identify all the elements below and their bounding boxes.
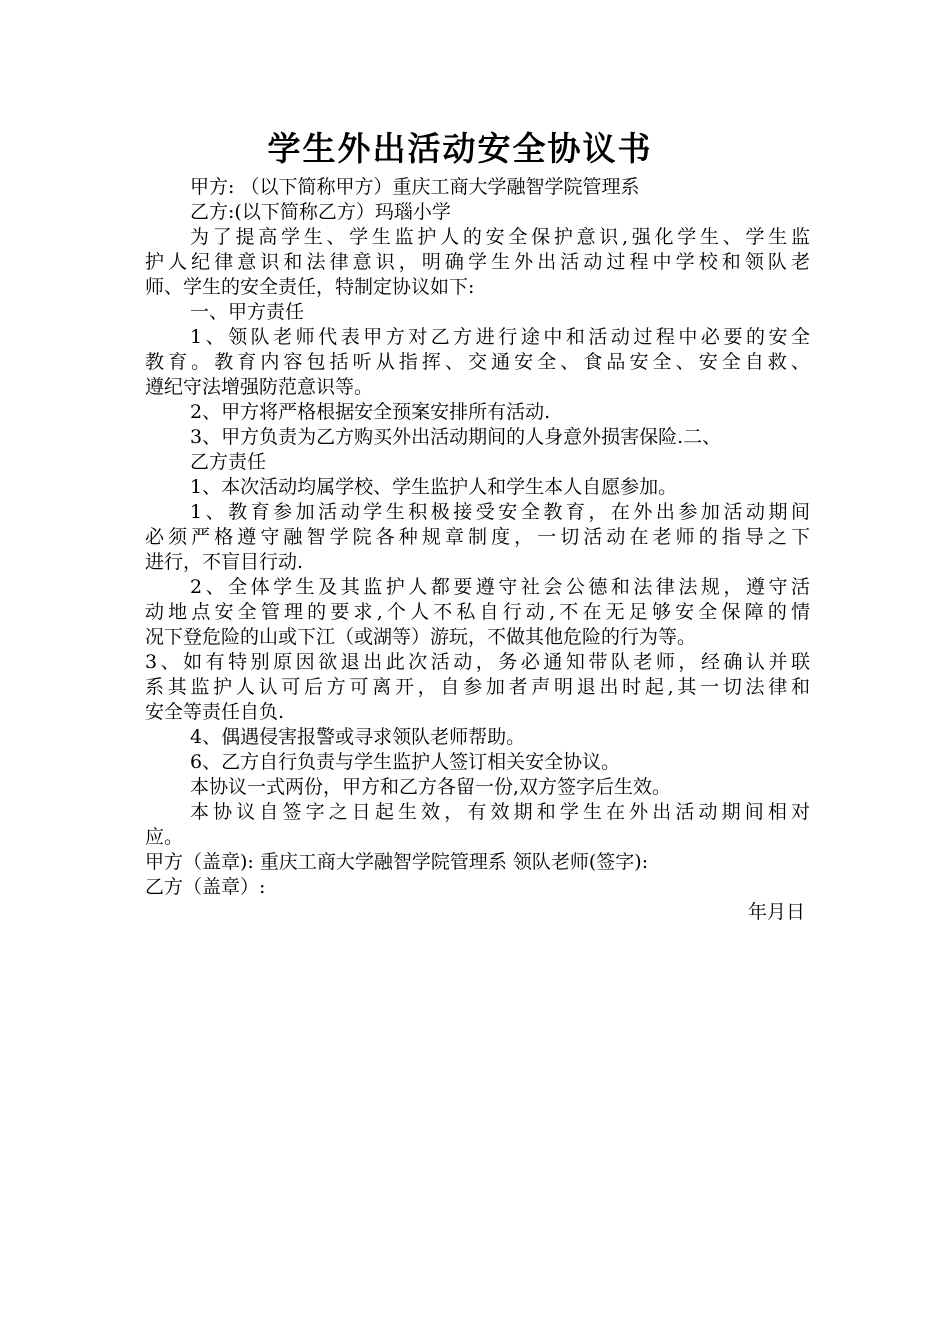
- clause-a1-line-2: 教育。教育内容包括听从指挥、交通安全、食品安全、安全自救、: [145, 351, 810, 373]
- clause-a3: 3、甲方负责为乙方购买外出活动期间的人身意外损害保险.二、: [190, 426, 722, 448]
- section-heading-party-b: 乙方责任: [190, 451, 267, 473]
- date-line: 年月日: [747, 901, 805, 923]
- clause-b6: 6、乙方自行负责与学生监护人签订相关安全协议。: [190, 751, 621, 773]
- validity-clause-line-2: 应。: [145, 826, 184, 848]
- clause-b3-line-1: 3、如有特别原因欲退出此次活动，务必通知带队老师，经确认并联: [145, 651, 810, 673]
- clause-a1-line-3: 遵纪守法增强防范意识等。: [145, 376, 374, 398]
- clause-b1b-line-3: 进行，不盲目行动.: [145, 551, 304, 573]
- clause-b1b-line-2: 必须严格遵守融智学院各种规章制度，一切活动在老师的指导之下: [145, 526, 810, 548]
- document-title: 学生外出活动安全协议书: [267, 129, 653, 168]
- clause-a1-line-1: 1、领队老师代表甲方对乙方进行途中和活动过程中必要的安全: [190, 326, 810, 348]
- party-a-line: 甲方: （以下简称甲方）重庆工商大学融智学院管理系: [190, 176, 640, 198]
- clause-b3-line-3: 安全等责任自负.: [145, 701, 285, 723]
- clause-b4: 4、偶遇侵害报警或寻求领队老师帮助。: [190, 726, 526, 748]
- clause-a2: 2、甲方将严格根据安全预案安排所有活动.: [190, 401, 551, 423]
- clause-b3-line-2: 系其监护人认可后方可离开，自参加者声明退出时起,其一切法律和: [145, 676, 810, 698]
- clause-b2-line-3: 况下登危险的山或下江（或湖等）游玩，不做其他危险的行为等。: [145, 626, 697, 648]
- party-a-signature-line: 甲方（盖章): 重庆工商大学融智学院管理系 领队老师(签字):: [145, 851, 649, 873]
- document-body: [145, 175, 810, 925]
- intro-line-2: 护人纪律意识和法律意识，明确学生外出活动过程中学校和领队老: [145, 251, 810, 273]
- validity-clause-line-1: 本协议自签字之日起生效，有效期和学生在外出活动期间相对: [190, 801, 810, 823]
- intro-line-3: 师、学生的安全责任，特制定协议如下:: [145, 276, 475, 298]
- clause-b2-line-2: 动地点安全管理的要求,个人不私自行动,不在无足够安全保障的情: [145, 601, 810, 623]
- section-heading-party-a: 一、甲方责任: [190, 301, 305, 323]
- copies-clause: 本协议一式两份，甲方和乙方各留一份,双方签字后生效。: [190, 776, 672, 798]
- clause-b2-line-1: 2、全体学生及其监护人都要遵守社会公德和法律法规，遵守活: [190, 576, 810, 598]
- clause-b1: 1、本次活动均属学校、学生监护人和学生本人自愿参加。: [190, 476, 678, 498]
- intro-line-1: 为了提高学生、学生监护人的安全保护意识,强化学生、学生监: [190, 226, 810, 248]
- clause-b1b-line-1: 1、教育参加活动学生积极接受安全教育，在外出参加活动期间: [190, 501, 810, 523]
- party-b-signature-line: 乙方（盖章）:: [145, 876, 266, 898]
- party-b-line: 乙方:(以下简称乙方）玛瑙小学: [190, 201, 451, 223]
